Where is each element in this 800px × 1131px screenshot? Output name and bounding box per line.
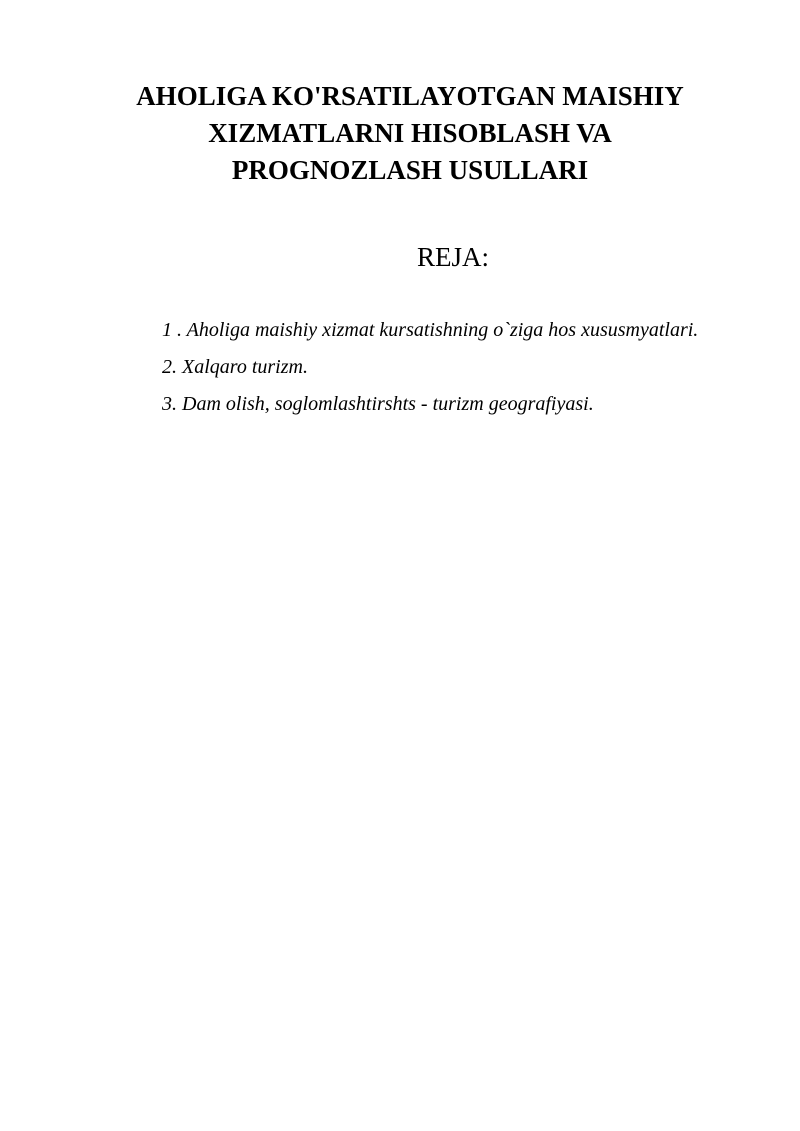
title-line-2: XIZMATLARNI HISOBLASH VA — [208, 118, 612, 148]
title-line-1: AHOLIGA KO'RSATILAYOTGAN MAISHIY — [136, 81, 684, 111]
plan-item-3: 3. Dam olish, soglomlashtirshts - turizm geografiyasi. — [162, 393, 594, 415]
plan-item-1: 1 . Aholiga maishiy xizmat kursatishning o`ziga hos xususmyatlari. — [162, 319, 699, 341]
plan-item-2: 2. Xalqaro turizm. — [162, 356, 308, 378]
title-line-3: PROGNOZLASH USULLARI — [231, 155, 589, 185]
plan-heading: REJA: — [416, 242, 489, 272]
plan-list — [162, 312, 698, 423]
document-title — [110, 78, 710, 189]
